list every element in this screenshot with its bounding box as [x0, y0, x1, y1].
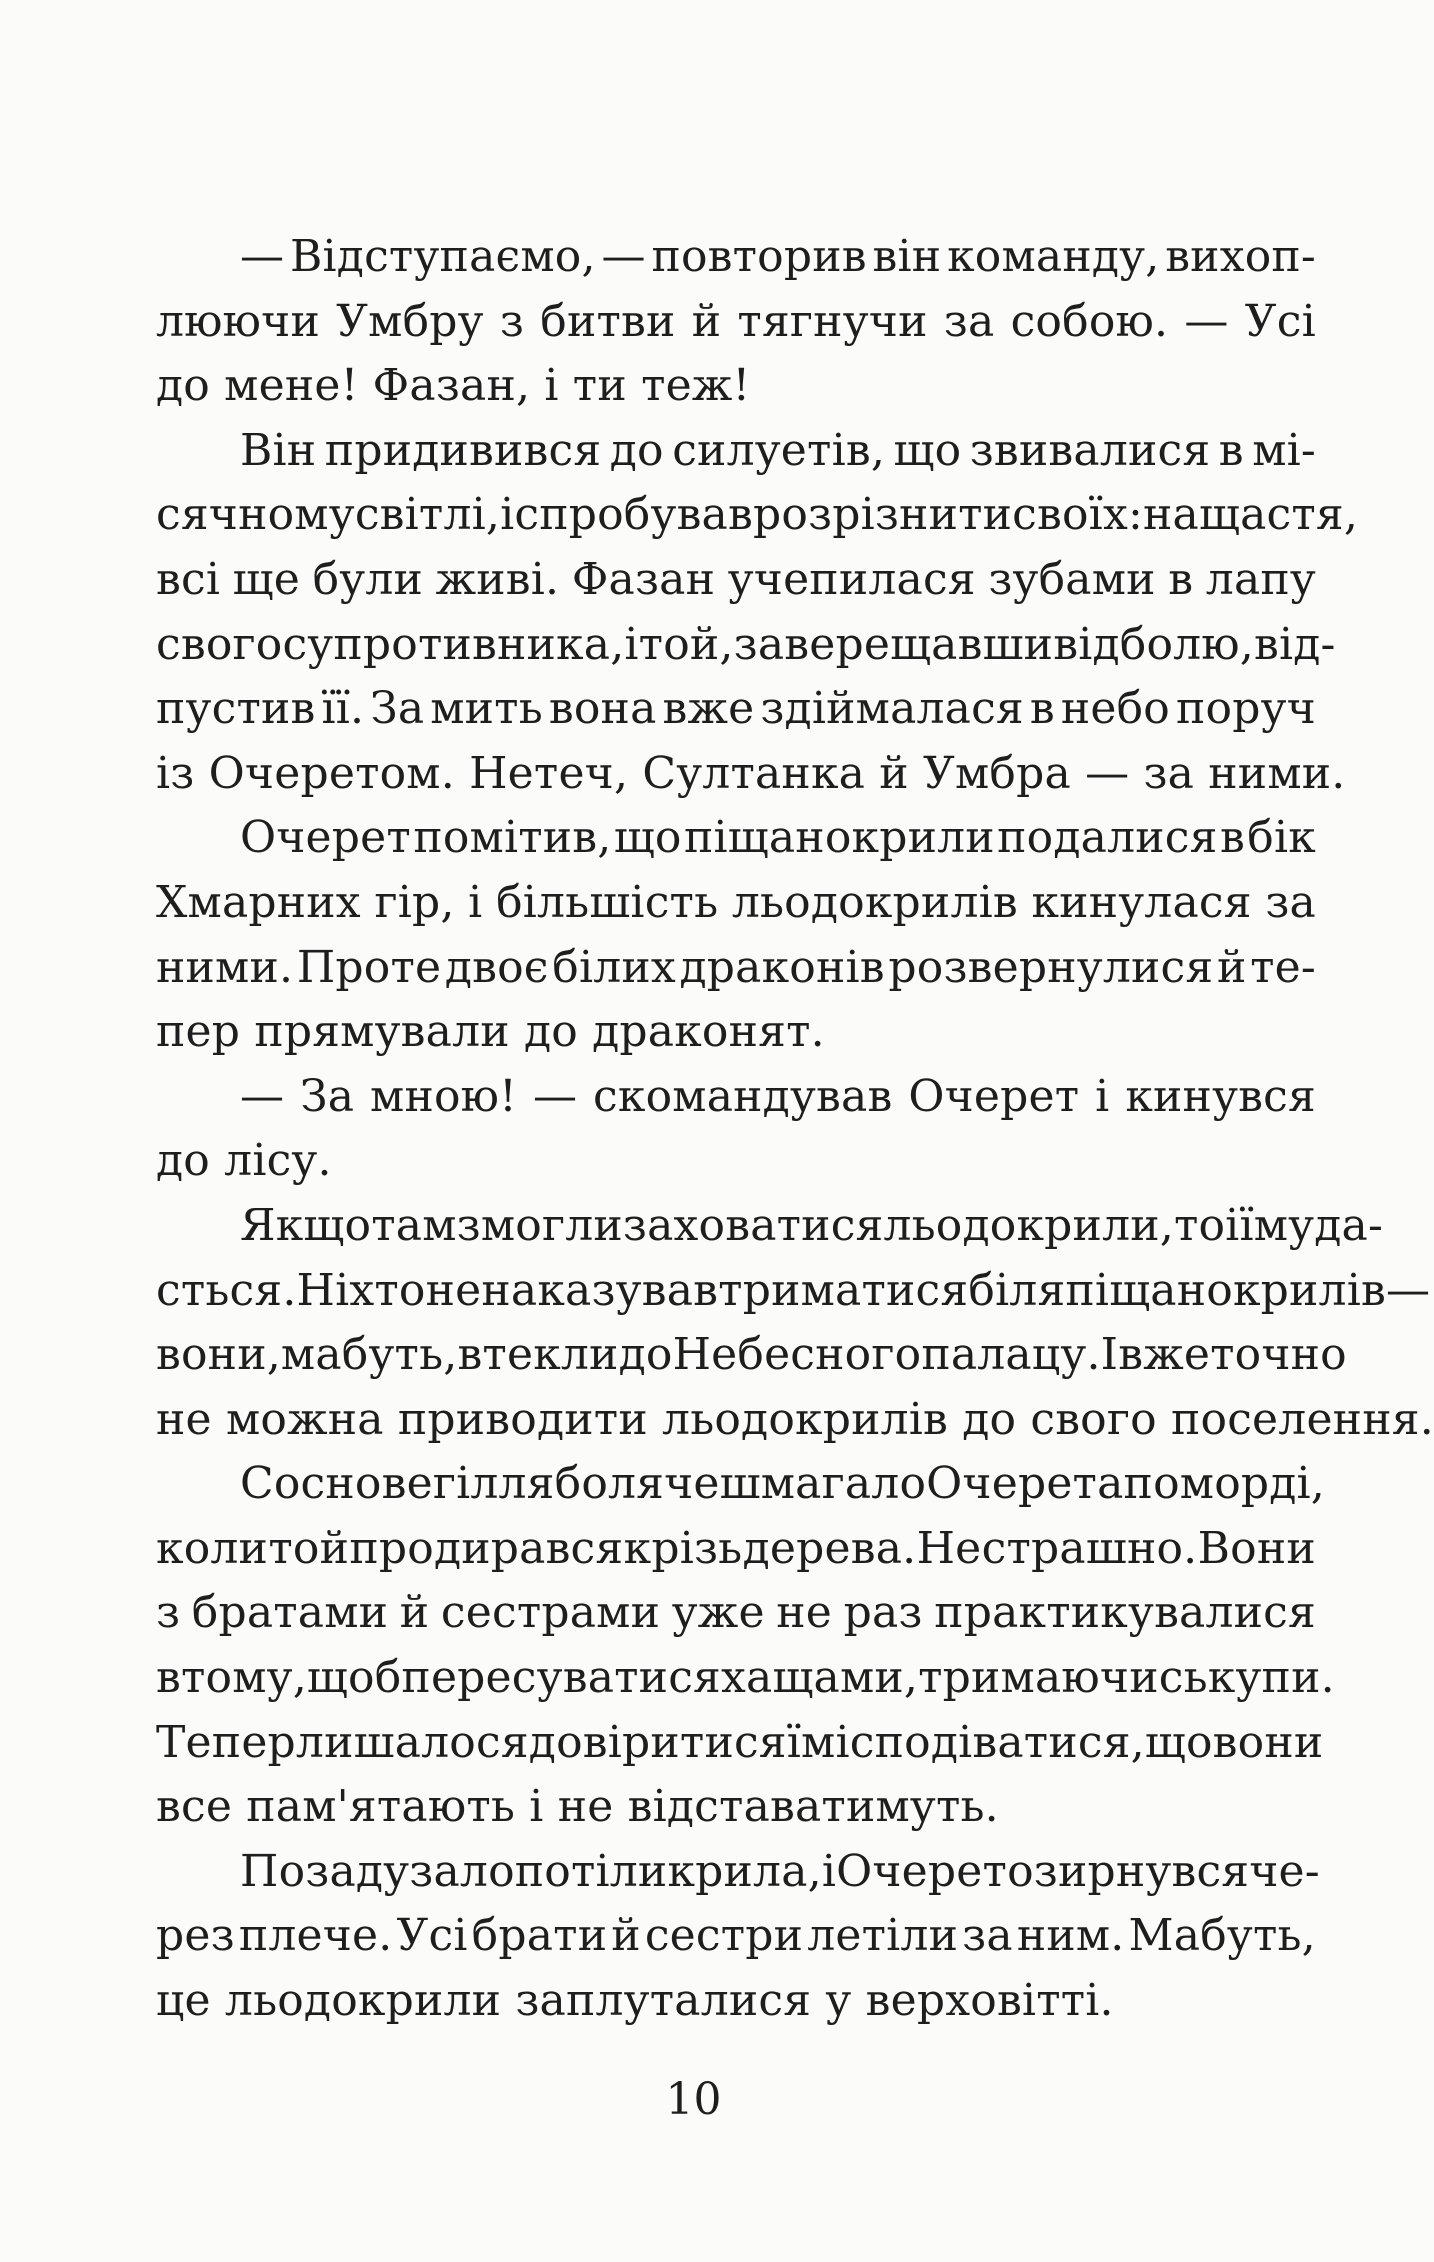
text-line: не можна приводити льодокрилів до свого поселення. — [156, 1393, 1434, 1445]
text-line: коли той продирався крізь дерева. Не страшно. Вони — [156, 1522, 1316, 1574]
text-line: все пам'ятають і не відставатимуть. — [156, 1781, 999, 1833]
text-line: до мене! Фазан, і ти теж! — [156, 360, 751, 412]
text-line: Він придивився до силуетів, що звивалися в мі- — [240, 424, 1316, 476]
text-line: Хмарних гір, і більшість льодокрилів кинулася за — [156, 876, 1316, 928]
text-line: Якщо там змогли заховатися льодокрили, то і їм уда- — [240, 1199, 1384, 1251]
text-line: свого супротивника, і той, заверещавши від болю, від- — [156, 618, 1336, 670]
page-number: 10 — [665, 2074, 722, 2125]
text-line: Очерет помітив, що піщанокрили подалися в бік — [240, 812, 1316, 864]
text-line: вони, мабуть, втекли до Небесного палацу. І вже точно — [156, 1329, 1347, 1381]
text-line: сячному світлі, і спробував розрізнити своїх: на щастя, — [156, 489, 1359, 541]
text-line: — За мною! — скомандував Очерет і кинувся — [240, 1070, 1316, 1122]
text-line: в тому, щоб пересуватися хащами, тримаючись купи. — [156, 1652, 1335, 1704]
text-line: до лісу. — [156, 1135, 332, 1187]
text-line: Соснове гілля боляче шмагало Очерета по морді, — [240, 1458, 1325, 1510]
text-line: люючи Умбру з битви й тягнучи за собою. — Усі — [156, 295, 1316, 347]
text-line: це льодокрили заплуталися у верховітті. — [156, 1975, 1114, 2027]
text-line: рез плече. Усі брати й сестри летіли за ним. Мабуть, — [156, 1910, 1316, 1962]
text-line: пустив її. За мить вона вже здіймалася в небо поруч — [156, 683, 1316, 735]
text-line: — Відступаємо, — повторив він команду, вихоп- — [240, 231, 1316, 282]
text-line: Позаду залопотіли крила, і Очерет озирнувся че- — [240, 1845, 1320, 1897]
body-text — [156, 225, 1434, 2034]
text-line: пер прямували до драконят. — [156, 1006, 825, 1058]
text-line: сться. Ніхто не наказував триматися біля піщанокрилів — — [156, 1264, 1431, 1316]
text-line: ними. Проте двоє білих драконів розвернулися й те- — [156, 941, 1316, 993]
text-line: Тепер лишалося довіритися їм і сподіватися, що вони — [156, 1716, 1324, 1768]
text-line: всі ще були живі. Фазан учепилася зубами в лапу — [156, 553, 1316, 605]
text-line: із Очеретом. Нетеч, Султанка й Умбра — за ними. — [156, 747, 1346, 799]
text-line: з братами й сестрами уже не раз практикувалися — [156, 1587, 1316, 1639]
